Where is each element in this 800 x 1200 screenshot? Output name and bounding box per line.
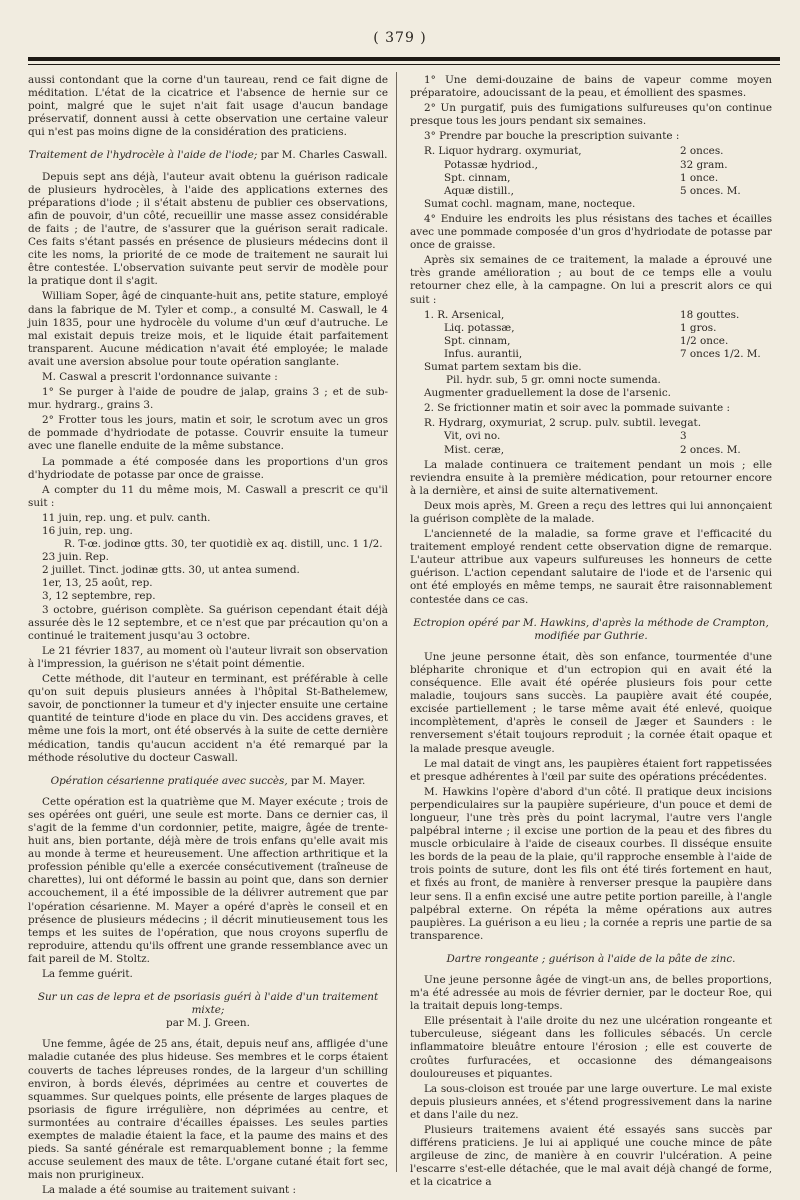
paragraph: Une jeune personne était, dès son enfance, tourmentée d'une blépharite chronique et d'un ectropion qui en avait été la conséquence. Elle avait été opérée plusieurs fois pour cette maladie, toujours sans succès. La paupière avait été coupée, excisée partiellement ; le tarse même avait été enlevé, quoique incomplètement, d'après le conseil de Jæger et Saunders : le renversement s'était toujours reproduit ; la cornée était opaque et la malade presque aveugle.: [410, 650, 772, 755]
paragraph: Après six semaines de ce traitement, la malade a éprouvé une très grande amélioration ; au bout de ce temps elle a voulu retourner chez elle, à la campagne. On lui a prescrit alors ce qui suit :: [410, 254, 772, 306]
rx-row: Liq. potassæ, 1 gros.: [444, 321, 717, 334]
paragraph: Elle présentait à l'aile droite du nez une ulcération rongeante et tuberculeuse, siégeant dans les follicules sébacés. Un cercle inflammatoire bleuâtre entoure l'érosion ; elle est couverte de croûtes furfuracées, et occasionne des démangeaisons douloureuses et piquantes.: [410, 1015, 772, 1080]
schedule-line: 2 juillet. Tinct. jodinæ gtts. 30, ut antea sumend.: [42, 564, 300, 577]
rx-row: Aquæ distill., 5 onces. M.: [444, 184, 741, 197]
paragraph: Cette méthode, dit l'auteur en terminant, est préférable à celle qu'on suit depuis plusieurs années à l'hôpital St-Bathelemew, savoir, de ponctionner la tumeur et d'y injecter ensuite une certaine quantité de teinture d'iode en place du vin. Des accidens graves, et même une fois la mort, ont été observés à la suite de cette dernière médication, tandis qu'aucun accident n'a été remarqué par la méthode résolutive du docteur Caswall.: [28, 673, 388, 764]
paragraph: Le mal datait de vingt ans, les paupières étaient fort rappetissées et presque adhérentes à l'œil par suite des opérations précédentes.: [410, 757, 772, 783]
paragraph: La malade a été soumise au traitement suivant :: [42, 1184, 297, 1197]
paragraph: Une jeune personne âgée de vingt-un ans, de belles proportions, m'a été adressée au mois de février dernier, par le docteur Roe, qui la traitait depuis long-temps.: [410, 974, 772, 1013]
intro-paragraph: aussi contondant que la corne d'un taureau, rend ce fait digne de méditation. L'état de la cicatrice et l'absence de hernie sur ce point, malgré que le sujet n'ait fait usage d'aucun bandage préservatif, donnent aussi à cette observation une certaine valeur qui n'est pas moins digne de la considération des praticiens.: [28, 74, 388, 139]
header-rule: [28, 57, 780, 61]
rx-row: Mist. ceræ, 2 onces. M.: [444, 443, 741, 456]
column-divider: [396, 72, 397, 1172]
schedule-line: 23 juin. Rep.: [42, 551, 109, 564]
paragraph: L'ancienneté de la maladie, sa forme grave et l'efficacité du traitement employé rendent cette observation digne de remarque. L'auteur attribue aux vapeurs sulfureuses les honneurs de cette guérison. L'action cependant salutaire de l'iode et de l'arsenic qui ont été employés en même temps, ne saurait être raisonnablement contestée dans ce cas.: [410, 528, 772, 606]
rx-row: Vit, ovi no. 3: [444, 430, 687, 443]
paragraph: La malade continuera ce traitement pendant un mois ; elle reviendra ensuite à la première médication, pour retourner encore à la dernière, et ainsi de suite alternativement.: [410, 458, 772, 497]
schedule-line: 3, 12 septembre, rep.: [42, 590, 156, 603]
paragraph: 1° Une demi-douzaine de bains de vapeur comme moyen préparatoire, adoucissant de la peau, et émollient des spasmes.: [410, 74, 772, 100]
paragraph: 2° Frotter tous les jours, matin et soir, le scrotum avec un gros de pommade d'hydriodate de potasse. Couvrir ensuite la tumeur avec une flanelle enduite de la même substance.: [28, 414, 388, 453]
rx-row: Potassæ hydriod., 32 gram.: [444, 158, 728, 171]
header-rule-thin: [28, 64, 780, 65]
paragraph: M. Hawkins l'opère d'abord d'un côté. Il pratique deux incisions perpendiculaires sur la paupière supérieure, d'un pouce et demi de longueur, l'une très près du point lacrymal, l'autre vers l'angle palpébral interne ; il excise une portion de la peau et des fibres du muscle orbiculaire à l'aide de ciseaux courbes. Il disséque ensuite les bords de la peau de la plaie, qu'il rapproche ensemble à l'aide de trois points de suture, dont les fils ont été tirés fortement en haut, et fixés au front, de manière à renverser presque la paupière dans leur sens. Il a enfin excisé une autre petite portion pareille, à l'angle palpébral externe. On répéta la même opérations aux autres paupières. La guérison a eu lieu ; la cornée a repris une partie de sa transparence.: [410, 785, 772, 942]
rx-row: Infus. aurantii, 7 onces 1/2. M.: [444, 347, 761, 360]
schedule-list: [28, 512, 388, 604]
page-number: ( 379 ): [373, 30, 427, 46]
paragraph: Le 21 février 1837, au moment où l'auteur livrait son observation à l'impression, la guérison ne s'était point démentie.: [28, 644, 388, 670]
paragraph: 2. Se frictionner matin et soir avec la pommade suivante :: [424, 402, 730, 415]
paragraph: 2° Un purgatif, puis des fumigations sulfureuses qu'on continue presque tous les jours pendant six semaines.: [410, 102, 772, 128]
paragraph: Une femme, âgée de 25 ans, était, depuis neuf ans, affligée d'une maladie cutanée des plus hideuse. Ses membres et le corps étaient couverts de taches lépreuses rondes, de la largeur d'un schilling environ, à bords élevés, déprimées au centre et couvertes de squammes. Sur quelques points, elle présente de larges plaques de psoriasis de figure irrégulière, non déprimées au centre, et surmontées au contraire d'écailles épaisses. Les seules parties exemptes de maladie étaient la face, et la paume des mains et des pieds. Sa santé générale est remarquablement bonne ; la femme accuse seulement des maux de tête. L'organe cutané était fort sec, mais non prurigineux.: [28, 1038, 388, 1182]
section-title-cesarean: Opération césarienne pratiquée avec succès, par M. Mayer.: [50, 774, 366, 787]
paragraph: La femme guérit.: [42, 968, 133, 980]
rx-row: Spt. cinnam, 1/2 once.: [444, 334, 729, 347]
schedule-line: 11 juin, rep. ung. et pulv. canth.: [42, 511, 211, 524]
rx-row: 1. R. Arsenical, 18 gouttes.: [424, 308, 740, 321]
paragraph: Cette opération est la quatrième que M. Mayer exécute ; trois de ses opérées ont guéri, une seule est morte. Dans ce dernier cas, il s'agit de la femme d'un cordonnier, petite, maigre, âgée de trente-huit ans, bien portante, déjà mère de trois enfans qu'elle avait mis au monde à terme et heureusement. Une affection arthritique et la profession pénible qu'elle a exercée consécutivement (traîneuse de charettes), lui ont déformé le bassin au point que, dans son dernier accouchement, il a été impossible de la délivrer autrement que par l'opération césarienne. M. Mayer a opéré d'après le conseil et en présence de plusieurs médecins ; il décrit minutieusement tous les temps et les suites de l'opération, que nous croyons superflu de reproduire, attendu qu'ils offrent une grande ressemblance avec un fait pareil de M. Stoltz.: [28, 795, 388, 965]
prescription-1: [410, 145, 772, 210]
left-column: [28, 74, 388, 1200]
section-title-ectropion: Ectropion opéré par M. Hawkins, d'après la méthode de Crampton, modifiée par Guthrie.: [413, 616, 769, 642]
paragraph: William Soper, âgé de cinquante-huit ans, petite stature, employé dans la fabrique de M. Tyler et comp., a consulté M. Caswall, le 4 juin 1835, pour une hydrocèle du volume d'un œuf d'autruche. Le mal existait depuis treize mois, et le liquide était parfaitement transparent. Aucune médication n'avait été employée; le malade avait une aversion absolue pour toute opération sanglante.: [28, 290, 388, 368]
paragraph: Plusieurs traitemens avaient été essayés sans succès par différens praticiens. Je lui ai appliqué une couche mince de pâte argileuse de zinc, de manière à en couvrir l'ulcération. A peine l'escarre s'est-elle détachée, que le mal avait déjà changé de forme, et la cicatrice a: [410, 1124, 772, 1189]
paragraph: La pommade a été composée dans les proportions d'un gros d'hydriodate de potasse par once de graisse.: [28, 455, 388, 481]
prescription-3: [410, 417, 772, 456]
paragraph: 1° Se purger à l'aide de poudre de jalap, grains 3 ; et de sub-mur. hydrarg., grains 3.: [28, 386, 388, 412]
paragraph: Depuis sept ans déjà, l'auteur avait obtenu la guérison radicale de plusieurs hydrocèles, à l'aide des applications externes des préparations d'iode ; il s'était abstenu de publier ces observations, afin de pouvoir, d'un côté, recueillir une masse assez considérable de faits ; de l'autre, de s'assurer que la guérison serait radicale. Ces faits s'étant passés en présence de plusieurs médecins dont il cite les noms, la priorité de ce mode de traitement ne saurait lui être contestée. L'observation suivante peut servir de modèle pour la pratique dont il s'agit.: [28, 170, 388, 288]
paragraph: 3° Prendre par bouche la prescription suivante :: [424, 130, 680, 143]
schedule-line: 16 juin, rep. ung.: [42, 525, 133, 537]
paragraph: M. Caswal a prescrit l'ordonnance suivante :: [42, 370, 278, 383]
rx-row: R. Hydrarg, oxymuriat, 2 scrup. pulv. subtil. levegat.: [424, 417, 702, 430]
schedule-line: 1er, 13, 25 août, rep.: [42, 577, 153, 590]
paragraph: 4° Enduire les endroits les plus résistans des taches et écailles avec une pommade composée d'un gros d'hydriodate de potasse par once de graisse.: [410, 212, 772, 252]
schedule-line: R. T-œ. jodinœ gtts. 30, ter quotidiè ex aq. distill, unc. 1 1/2.: [64, 538, 383, 551]
paragraph: 3 octobre, guérison complète. Sa guérison cependant était déjà assurée dès le 12 septembre, et ce n'est que par précaution qu'on a continué le traitement jusqu'au 3 octobre.: [28, 603, 388, 642]
rx-row: R. Liquor hydrarg. oxymuriat, 2 onces.: [424, 145, 724, 158]
section-title-hydrocele: Traitement de l'hydrocèle à l'aide de l'iode; par M. Charles Caswall.: [28, 149, 388, 162]
rx-line: Augmenter graduellement la dose de l'arsenic.: [424, 387, 671, 400]
paragraph: La sous-cloison est trouée par une large ouverture. Le mal existe depuis plusieurs années, et s'étend progressivement dans la narine et dans l'aile du nez.: [410, 1082, 772, 1121]
rx-line: Sumat partem sextam bis die.: [424, 360, 582, 373]
section-title-lepra: Sur un cas de lepra et de psoriasis guéri à l'aide d'un traitement mixte; par M. J. Green.: [37, 991, 379, 1030]
prescription-2: [410, 309, 772, 401]
paragraph: Deux mois après, M. Green a reçu des lettres qui lui annonçaient la guérison complète de la malade.: [410, 499, 772, 525]
section-title-dartre: Dartre rongeante ; guérison à l'aide de la pâte de zinc.: [446, 952, 736, 965]
paragraph: A compter du 11 du même mois, M. Caswall a prescrit ce qu'il suit :: [28, 483, 388, 509]
right-column: [410, 74, 772, 1192]
rx-line: Pil. hydr. sub, 5 gr. omni nocte sumenda.: [446, 374, 661, 387]
rx-row: Spt. cinnam, 1 once.: [444, 171, 719, 184]
rx-line: Sumat cochl. magnam, mane, nocteque.: [424, 197, 636, 210]
